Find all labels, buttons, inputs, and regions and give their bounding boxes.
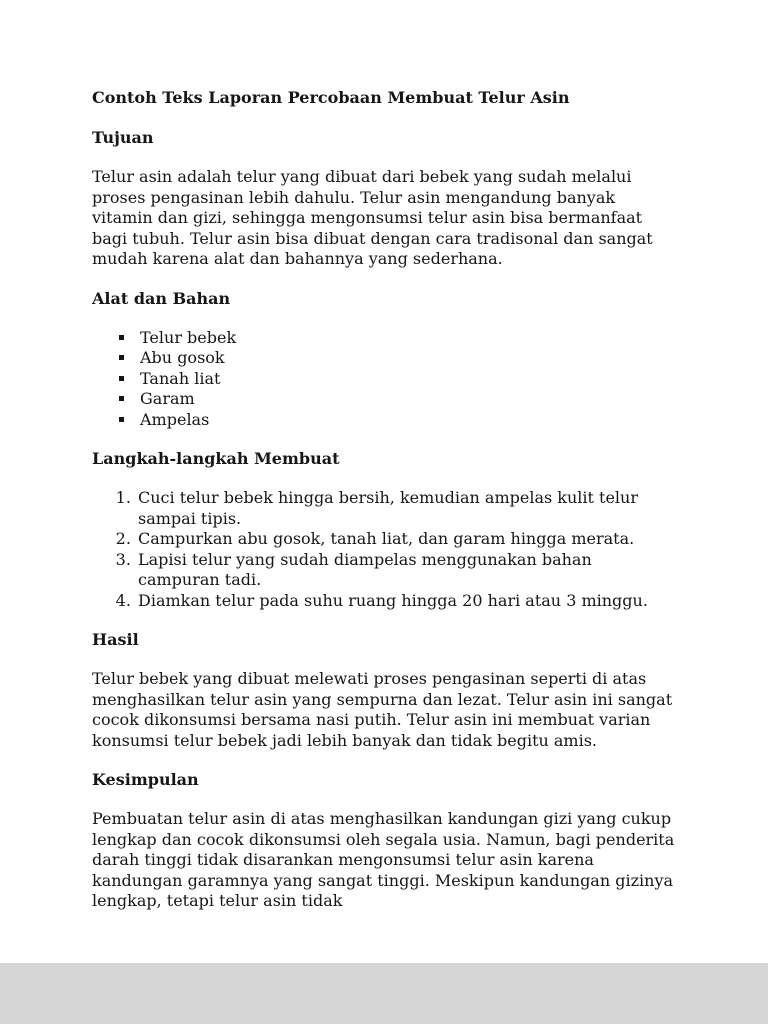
list-item: 3. Lapisi telur yang sudah diampelas menggunakan bahan campuran tadi.	[136, 550, 676, 591]
list-item: ▪ Tanah liat	[136, 369, 676, 390]
section-heading-langkah-langkah: Langkah-langkah Membuat	[92, 449, 340, 468]
list-item: ▪ Garam	[136, 389, 676, 410]
document-title: Contoh Teks Laporan Percobaan Membuat Telur Asin	[92, 88, 570, 107]
list-item: ▪ Abu gosok	[136, 348, 676, 369]
paragraph-hasil: Telur bebek yang dibuat melewati proses pengasinan seperti di atas menghasilkan telur asin yang sempurna dan lezat. Telur asin ini sangat cocok dikonsumsi bersama nasi putih. Telur asin ini membuat varian konsumsi telur bebek jadi lebih banyak dan tidak begitu amis.	[92, 669, 673, 750]
list-item: ▪ Ampelas	[136, 410, 676, 431]
section-heading-alat-dan-bahan: Alat dan Bahan	[92, 288, 231, 308]
langkah-langkah-list	[92, 488, 676, 611]
list-item: 1. Cuci telur bebek hingga bersih, kemudian ampelas kulit telur sampai tipis.	[136, 488, 676, 529]
list-item: ▪ Telur bebek	[136, 328, 676, 349]
section-heading-hasil: Hasil	[92, 630, 139, 649]
section-heading-tujuan: Tujuan	[92, 128, 154, 147]
list-item: 4. Diamkan telur pada suhu ruang hingga 20 hari atau 3 minggu.	[136, 591, 676, 612]
list-item: 2. Campurkan abu gosok, tanah liat, dan garam hingga merata.	[136, 529, 676, 550]
section-heading-kesimpulan: Kesimpulan	[92, 770, 199, 789]
alat-bahan-list	[92, 328, 676, 431]
paragraph-tujuan: Telur asin adalah telur yang dibuat dari bebek yang sudah melalui proses pengasinan lebih dahulu. Telur asin mengandung banyak vitamin dan gizi, sehingga mengonsumsi telur asin bisa bermanfaat bagi tubuh. Telur asin bisa dibuat dengan cara tradisonal dan sangat mudah karena alat dan bahannya yang sederhana.	[92, 167, 653, 268]
paragraph-kesimpulan: Pembuatan telur asin di atas menghasilkan kandungan gizi yang cukup lengkap dan cocok dikonsumsi oleh segala usia. Namun, bagi penderita darah tinggi tidak disarankan mengonsumsi telur asin karena kandungan garamnya yang sangat tinggi. Meskipun kandungan gizinya lengkap, tetapi telur asin tidak	[92, 809, 675, 910]
page-bottom-gutter	[0, 963, 768, 1024]
